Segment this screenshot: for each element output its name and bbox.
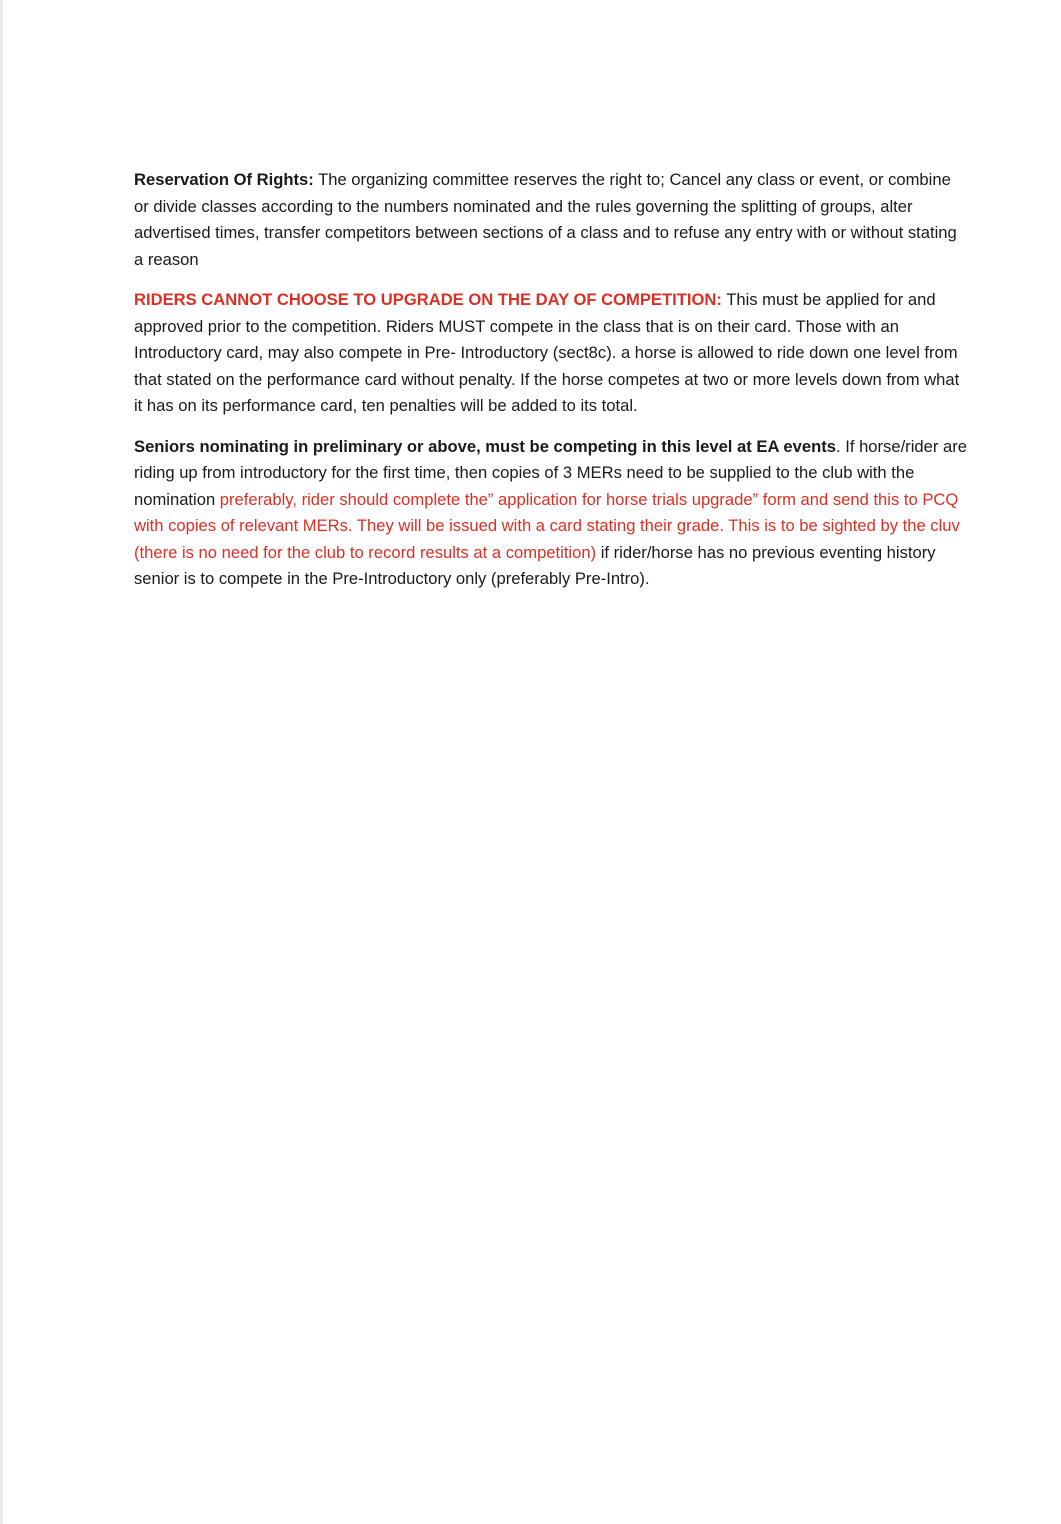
reservation-of-rights-paragraph [134,167,970,273]
seniors-text-part-2: if rider/horse has no previous eventing history senior is to compete in the Pre-Introductory only (preferably Pre-Intro). [134,542,936,588]
page-edge [0,0,3,1524]
document-body [134,167,970,607]
reservation-heading: Reservation Of Rights: [134,170,314,189]
upgrade-rule-text: This must be applied for and approved prior to the competition. Riders MUST compete in the class that is on their card. Those with an Introductory card, may also compete in Pre- Introductory (sect8c). a horse is allowed to ride down one level from that stated on the performance card without penalty. If the horse competes at two or more levels down from what it has on its performance card, ten penalties will be added to its total. [134,290,960,415]
seniors-nomination-paragraph [134,434,970,593]
upgrade-rule-paragraph [134,287,970,420]
seniors-heading: Seniors nominating in preliminary or above, must be competing in this level at EA events [134,436,837,456]
seniors-text-part-1: . If horse/rider are riding up from introductory for the first time, then copies of 3 MERs need to be supplied to the club with the nomination [134,436,967,509]
seniors-highlight-text: preferably, rider should complete the” application for horse trials upgrade” form and send this to PCQ with copies of relevant MERs. They will be issued with a card stating their grade. This is to be sighted by the cluv (there is no need for the club to record results at a competition) [134,489,960,562]
reservation-text: The organizing committee reserves the right to; Cancel any class or event, or combine or divide classes according to the numbers nominated and the rules governing the splitting of groups, alter advertised times, transfer competitors between sections of a class and to refuse any entry with or without stating a reason [134,170,957,269]
upgrade-rule-heading: RIDERS CANNOT CHOOSE TO UPGRADE ON THE DAY OF COMPETITION: [134,290,722,309]
